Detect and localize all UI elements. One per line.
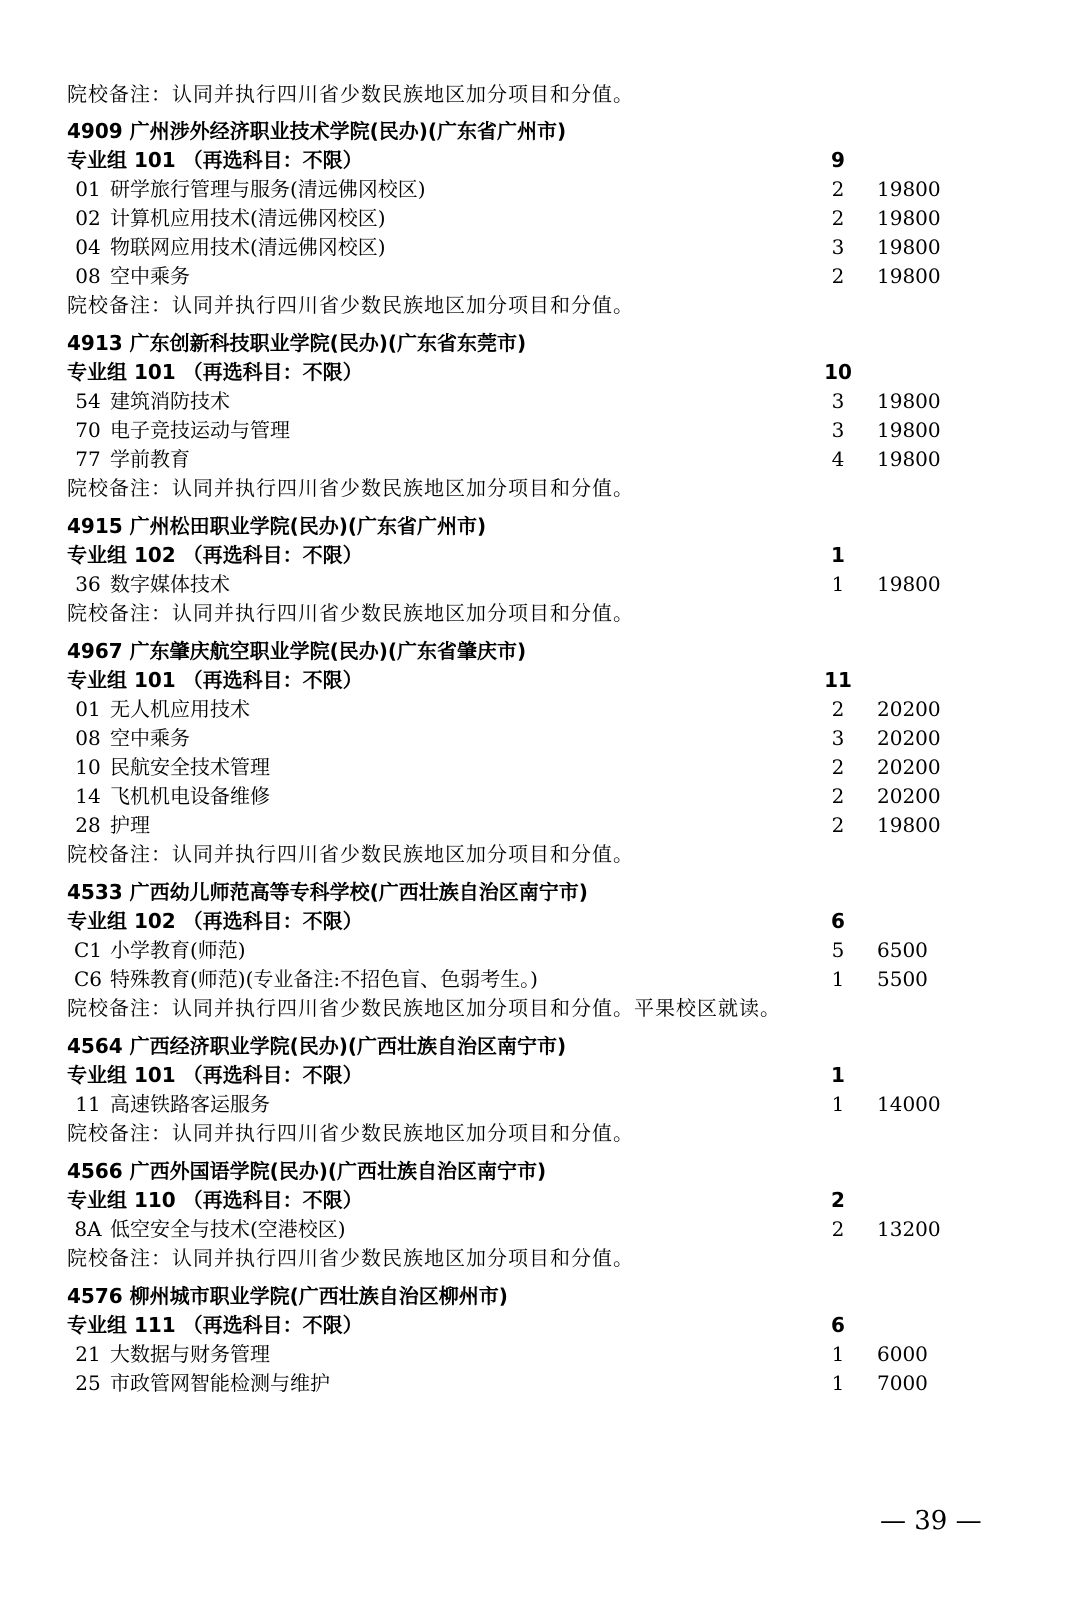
school-title: 4913 广东创新科技职业学院(民办)(广东省东莞市) [67, 331, 527, 355]
school-title-line [0, 1157, 1080, 1186]
major-quota: 2 [831, 784, 845, 808]
major-group-count: 6 [831, 909, 845, 933]
major-group-count: 11 [824, 668, 852, 692]
school-title: 4915 广州松田职业学院(民办)(广东省广州市) [67, 514, 487, 538]
major-group-count: 10 [824, 360, 852, 384]
school-block [0, 1282, 1080, 1398]
major-row [0, 1340, 1080, 1369]
major-quota: 4 [831, 447, 845, 471]
major-row [0, 1090, 1080, 1119]
major-quota: 5 [831, 938, 845, 962]
school-note-line [0, 1244, 1080, 1273]
major-name: 特殊教育(师范)(专业备注:不招色盲、色弱考生。) [110, 967, 538, 991]
major-group-line [0, 666, 1080, 695]
major-tuition: 14000 [877, 1092, 941, 1116]
major-row [0, 782, 1080, 811]
major-tuition: 20200 [877, 697, 941, 721]
major-tuition: 6000 [877, 1342, 928, 1366]
major-quota: 2 [831, 264, 845, 288]
major-tuition: 19800 [877, 264, 941, 288]
major-group-count: 9 [831, 148, 845, 172]
major-code: 11 [75, 1092, 101, 1116]
school-note-line [0, 1119, 1080, 1148]
major-tuition: 19800 [877, 235, 941, 259]
major-quota: 2 [831, 206, 845, 230]
school-note-line [0, 291, 1080, 320]
major-tuition: 6500 [877, 938, 928, 962]
major-name: 计算机应用技术(清远佛冈校区) [110, 206, 386, 230]
major-group-line [0, 1061, 1080, 1090]
school-title: 4566 广西外国语学院(民办)(广西壮族自治区南宁市) [67, 1159, 547, 1183]
major-code: 36 [75, 572, 101, 596]
major-group-label: 专业组 110 （再选科目：不限） [67, 1188, 363, 1212]
major-quota: 1 [831, 1371, 845, 1395]
major-name: 大数据与财务管理 [110, 1342, 270, 1366]
major-tuition: 19800 [877, 813, 941, 837]
major-code: 01 [75, 177, 101, 201]
major-row [0, 233, 1080, 262]
major-quota: 3 [831, 235, 845, 259]
major-row [0, 753, 1080, 782]
major-name: 高速铁路客运服务 [110, 1092, 270, 1116]
school-title: 4967 广东肇庆航空职业学院(民办)(广东省肇庆市) [67, 639, 527, 663]
major-quota: 2 [831, 1217, 845, 1241]
document-body [0, 80, 1080, 1398]
school-title-line [0, 512, 1080, 541]
major-code: 01 [75, 697, 101, 721]
school-title-line [0, 637, 1080, 666]
school-title: 4576 柳州城市职业学院(广西壮族自治区柳州市) [67, 1284, 508, 1308]
major-tuition: 19800 [877, 418, 941, 442]
major-group-count: 1 [831, 1063, 845, 1087]
major-group-line [0, 1186, 1080, 1215]
page-number: — 39 — [880, 1506, 982, 1536]
major-row [0, 445, 1080, 474]
major-row [0, 936, 1080, 965]
major-quota: 2 [831, 755, 845, 779]
major-tuition: 19800 [877, 389, 941, 413]
major-code: 70 [75, 418, 101, 442]
major-quota: 1 [831, 967, 845, 991]
major-row [0, 724, 1080, 753]
major-quota: 3 [831, 726, 845, 750]
major-quota: 1 [831, 1092, 845, 1116]
school-note: 院校备注：认同并执行四川省少数民族地区加分项目和分值。平果校区就读。 [67, 996, 781, 1020]
major-row [0, 1369, 1080, 1398]
school-block [0, 329, 1080, 503]
school-note: 院校备注：认同并执行四川省少数民族地区加分项目和分值。 [67, 1121, 634, 1145]
school-note-line [0, 474, 1080, 503]
school-list [0, 117, 1080, 1398]
major-group-line [0, 541, 1080, 570]
major-group-label: 专业组 101 （再选科目：不限） [67, 360, 363, 384]
major-group-label: 专业组 101 （再选科目：不限） [67, 1063, 363, 1087]
major-quota: 2 [831, 813, 845, 837]
major-tuition: 20200 [877, 755, 941, 779]
school-block [0, 117, 1080, 320]
major-group-line [0, 907, 1080, 936]
major-tuition: 20200 [877, 784, 941, 808]
major-row [0, 175, 1080, 204]
school-title: 4909 广州涉外经济职业技术学院(民办)(广东省广州市) [67, 119, 567, 143]
major-tuition: 7000 [877, 1371, 928, 1395]
school-title-line [0, 1282, 1080, 1311]
school-block [0, 512, 1080, 628]
school-note: 院校备注：认同并执行四川省少数民族地区加分项目和分值。 [67, 476, 634, 500]
school-block [0, 878, 1080, 1023]
major-group-line [0, 358, 1080, 387]
school-title-line [0, 878, 1080, 907]
major-group-count: 1 [831, 543, 845, 567]
school-title-line [0, 1032, 1080, 1061]
school-note-line [0, 840, 1080, 869]
major-code: C6 [73, 967, 103, 991]
major-quota: 2 [831, 697, 845, 721]
major-code: 08 [75, 726, 101, 750]
major-row [0, 1215, 1080, 1244]
major-quota: 3 [831, 418, 845, 442]
major-row [0, 695, 1080, 724]
school-title-line [0, 117, 1080, 146]
major-quota: 1 [831, 572, 845, 596]
major-group-label: 专业组 102 （再选科目：不限） [67, 909, 363, 933]
major-tuition: 19800 [877, 177, 941, 201]
major-name: 飞机机电设备维修 [110, 784, 270, 808]
major-name: 低空安全与技术(空港校区) [110, 1217, 346, 1241]
school-note: 院校备注：认同并执行四川省少数民族地区加分项目和分值。 [67, 601, 634, 625]
major-name: 护理 [110, 813, 150, 837]
major-code: 14 [75, 784, 101, 808]
school-block [0, 1032, 1080, 1148]
school-block [0, 637, 1080, 869]
major-tuition: 19800 [877, 572, 941, 596]
major-name: 物联网应用技术(清远佛冈校区) [110, 235, 386, 259]
school-note: 院校备注：认同并执行四川省少数民族地区加分项目和分值。 [67, 1246, 634, 1270]
major-quota: 1 [831, 1342, 845, 1366]
major-code: 02 [75, 206, 101, 230]
major-code: 28 [75, 813, 101, 837]
major-name: 无人机应用技术 [110, 697, 250, 721]
school-note: 院校备注：认同并执行四川省少数民族地区加分项目和分值。 [67, 82, 634, 106]
school-title: 4533 广西幼儿师范高等专科学校(广西壮族自治区南宁市) [67, 880, 588, 904]
school-note: 院校备注：认同并执行四川省少数民族地区加分项目和分值。 [67, 842, 634, 866]
major-tuition: 13200 [877, 1217, 941, 1241]
major-code: 10 [75, 755, 101, 779]
major-group-label: 专业组 101 （再选科目：不限） [67, 148, 363, 172]
major-name: 空中乘务 [110, 726, 190, 750]
major-row [0, 965, 1080, 994]
major-group-count: 2 [831, 1188, 845, 1212]
school-block [0, 1157, 1080, 1273]
school-note-line [0, 80, 1080, 109]
major-group-label: 专业组 101 （再选科目：不限） [67, 668, 363, 692]
major-name: 研学旅行管理与服务(清远佛冈校区) [110, 177, 426, 201]
major-name: 建筑消防技术 [110, 389, 230, 413]
major-tuition: 20200 [877, 726, 941, 750]
major-group-label: 专业组 111 （再选科目：不限） [67, 1313, 363, 1337]
major-group-label: 专业组 102 （再选科目：不限） [67, 543, 363, 567]
school-note: 院校备注：认同并执行四川省少数民族地区加分项目和分值。 [67, 293, 634, 317]
major-name: 电子竞技运动与管理 [110, 418, 290, 442]
school-note-line [0, 994, 1080, 1023]
school-title: 4564 广西经济职业学院(民办)(广西壮族自治区南宁市) [67, 1034, 567, 1058]
major-code: 04 [75, 235, 101, 259]
major-row [0, 262, 1080, 291]
major-group-line [0, 146, 1080, 175]
major-name: 小学教育(师范) [110, 938, 246, 962]
major-tuition: 19800 [877, 447, 941, 471]
major-group-line [0, 1311, 1080, 1340]
major-row [0, 570, 1080, 599]
major-quota: 3 [831, 389, 845, 413]
school-title-line [0, 329, 1080, 358]
major-group-count: 6 [831, 1313, 845, 1337]
major-quota: 2 [831, 177, 845, 201]
major-code: 77 [75, 447, 101, 471]
major-row [0, 204, 1080, 233]
major-row [0, 416, 1080, 445]
major-code: 21 [75, 1342, 101, 1366]
major-code: 54 [75, 389, 101, 413]
major-tuition: 5500 [877, 967, 928, 991]
major-code: 8A [74, 1217, 102, 1241]
major-name: 学前教育 [110, 447, 190, 471]
major-code: C1 [73, 938, 103, 962]
school-note-line [0, 599, 1080, 628]
major-name: 空中乘务 [110, 264, 190, 288]
major-row [0, 811, 1080, 840]
major-code: 25 [75, 1371, 101, 1395]
major-name: 民航安全技术管理 [110, 755, 270, 779]
major-name: 市政管网智能检测与维护 [110, 1371, 330, 1395]
major-tuition: 19800 [877, 206, 941, 230]
major-code: 08 [75, 264, 101, 288]
major-name: 数字媒体技术 [110, 572, 230, 596]
major-row [0, 387, 1080, 416]
